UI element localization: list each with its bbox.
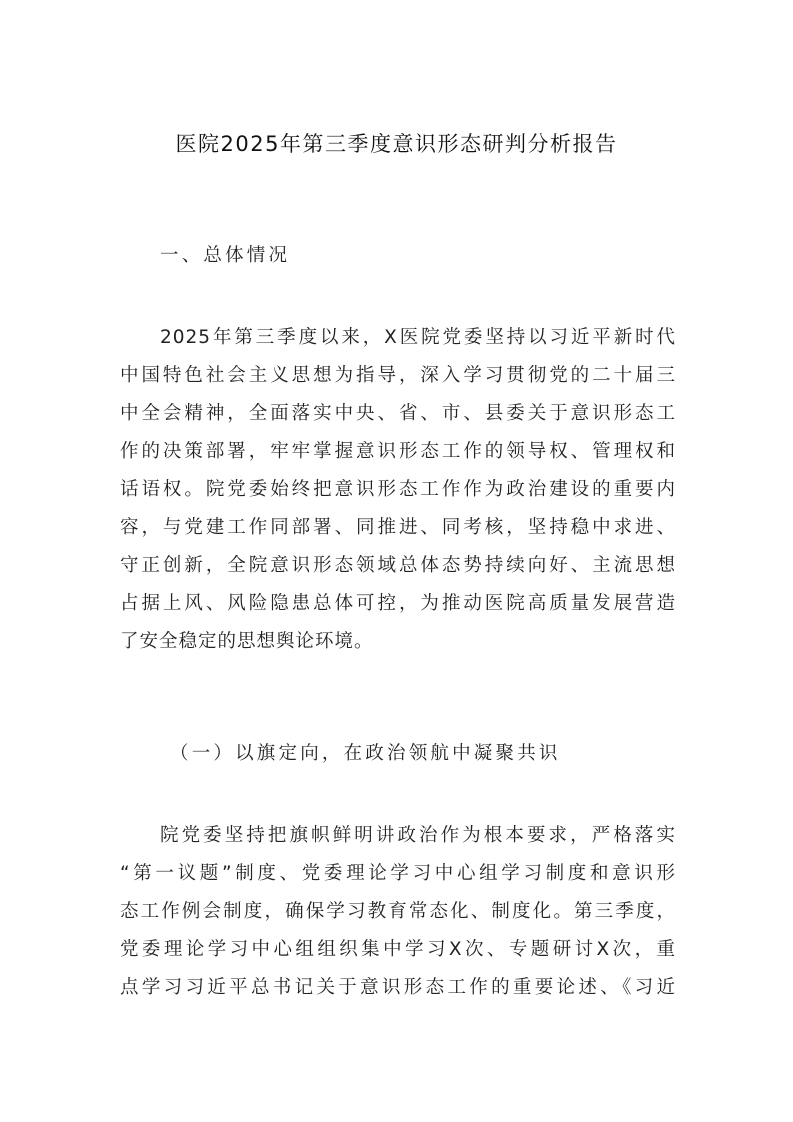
paragraph-line: 中国特色社会主义思想为指导，深入学习贯彻党的二十届三 <box>120 365 676 386</box>
paragraph-line: 占据上风、风险隐患总体可控，为推动医院高质量发展营造 <box>120 593 676 614</box>
paragraph-line: 容，与党建工作同部署、同推进、同考核，坚持稳中求进、 <box>120 517 676 538</box>
paragraph-line: 点学习习近平总书记关于意识形态工作的重要论述、《习近 <box>120 977 676 998</box>
paragraph-line: 院党委坚持把旗帜鲜明讲政治作为根本要求，严格落实 <box>160 825 676 846</box>
paragraph-line: “第一议题”制度、党委理论学习中心组学习制度和意识形 <box>120 863 676 884</box>
section-heading: 一、总体情况 <box>160 245 291 266</box>
paragraph-line: 了安全稳定的思想舆论环境。 <box>120 631 374 652</box>
paragraph-line: 作的决策部署，牢牢掌握意识形态工作的领导权、管理权和 <box>120 441 676 462</box>
subsection-heading: （一）以旗定向，在政治领航中凝聚共识 <box>170 743 561 764</box>
paragraph-line: 守正创新，全院意识形态领域总体态势持续向好、主流思想 <box>120 555 676 576</box>
document-title: 医院2025年第三季度意识形态研判分析报告 <box>175 132 618 156</box>
paragraph-line: 中全会精神，全面落实中央、省、市、县委关于意识形态工 <box>120 403 676 424</box>
paragraph-line: 态工作例会制度，确保学习教育常态化、制度化。第三季度， <box>120 901 676 922</box>
paragraph-line: 话语权。院党委始终把意识形态工作作为政治建设的重要内 <box>120 479 676 500</box>
paragraph-line: 党委理论学习中心组组织集中学习X次、专题研讨X次，重 <box>120 939 676 960</box>
paragraph-line: 2025年第三季度以来，X医院党委坚持以习近平新时代 <box>160 327 676 348</box>
